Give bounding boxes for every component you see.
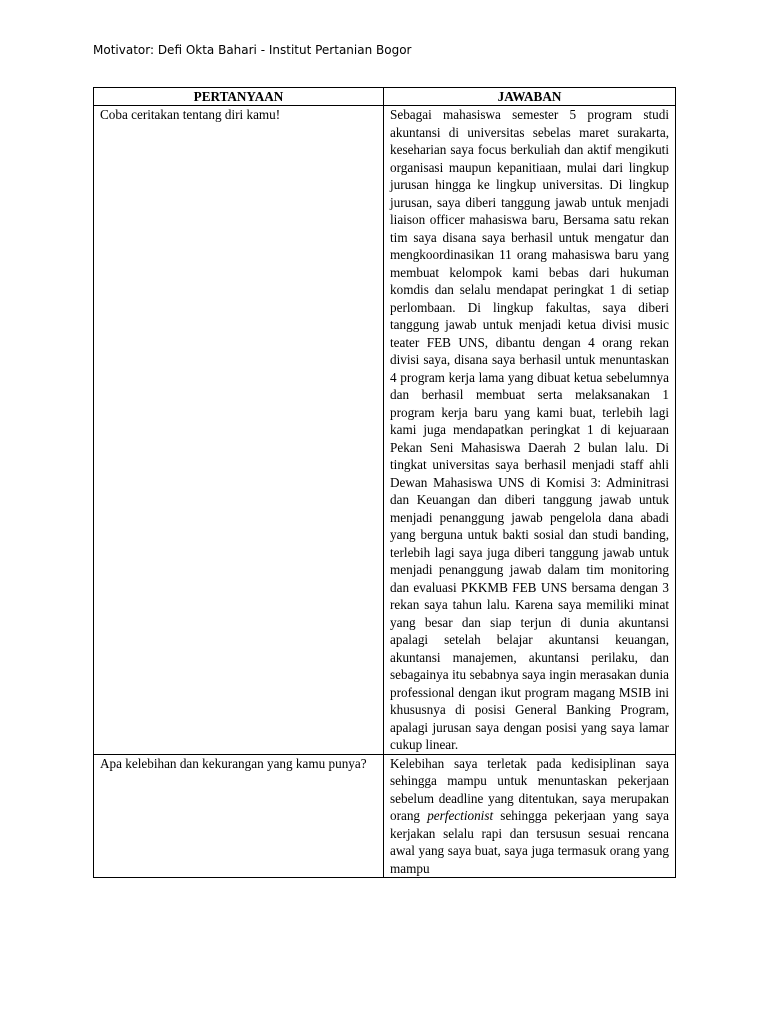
question-cell (94, 106, 384, 755)
page-header: Motivator: Defi Okta Bahari - Institut Pertanian Bogor (93, 43, 412, 57)
question-cell (94, 754, 384, 877)
table-row (94, 754, 676, 877)
column-header-pertanyaan: PERTANYAAN (94, 88, 384, 106)
answer-cell (384, 106, 676, 755)
answer-text-part: Kelebihan saya terletak pada kedisiplinan saya sehingga mampu untuk menuntaskan pekerjaan sebelum deadline yang ditentukan, saya merupakan orang (390, 755, 669, 823)
answer-text (390, 755, 669, 877)
answer-text-part: sehingga pekerjaan yang saya kerjakan selalu rapi dan tersusun sesuai rencana awal yang saya buat, saya juga termasuk orang yang mampu (390, 808, 669, 876)
answer-text: Sebagai mahasiswa semester 5 program studi akuntansi di universitas sebelas maret surakarta, keseharian saya focus berkuliah dan aktif mengikuti organisasi maupun kepanitiaan, mulai dari lingkup jurusan hingga ke lingkup universitas. Di lingkup jurusan, saya diberi tanggung jawab untuk menjadi liaison officer mahasiswa baru, Bersama satu rekan tim saya disana saya berhasil untuk mengatur dan mengkoordinasikan 11 orang mahasiswa baru yang membuat kelompok kami bebas dari hukuman komdis dan selalu mendapat peringkat 1 di setiap perlombaan. Di lingkup fakultas, saya diberi tanggung jawab untuk menjadi ketua divisi music teater FEB UNS, dibantu dengan 4 orang rekan divisi saya, disana saya berhasil untuk menuntaskan 4 program kerja lama yang dibuat ketua sebelumnya dan berhasil membuat serta melaksanakan 1 program kerja baru yang kami buat, terlebih lagi kami juga mendapatkan peringkat 1 di kejuaraan Pekan Seni Mahasiswa Daerah 2 bulan lalu. Di tingkat universitas saya berhasil menjadi staff ahli Dewan Mahasiswa UNS di Komisi 3: Adminitrasi dan Keuangan dan diberi tanggung jawab untuk menjadi penanggung jawab pengelola dana abadi yang berguna untuk bakti sosial dan studi banding, terlebih lagi saya juga diberi tanggung jawab untuk menjadi penanggung jawab dalam tim monitoring dan evaluasi PKKMB FEB UNS bersama dengan 3 rekan saya tahun lalu. Karena saya memiliki minat yang besar dan siap terjun di dunia akuntansi apalagi setelah belajar akuntansi keuangan, akuntansi manajemen, akuntansi perilaku, dan sebagainya itu sebabnya saya ingin merasakan dunia professional dengan ikut program magang MSIB ini khususnya di posisi General Banking Program, apalagi jurusan saya dengan posisi yang saya lamar cukup linear. (390, 107, 669, 752)
column-header-jawaban: JAWABAN (384, 88, 676, 106)
answer-text-clip (390, 755, 669, 877)
table-header-row (94, 88, 676, 106)
table-row (94, 106, 676, 755)
qa-table (93, 87, 676, 878)
answer-emphasis: perfectionist (427, 808, 494, 823)
answer-cell (384, 754, 676, 877)
question-text: Coba ceritakan tentang diri kamu! (100, 107, 281, 122)
question-text: Apa kelebihan dan kekurangan yang kamu punya? (100, 755, 367, 771)
